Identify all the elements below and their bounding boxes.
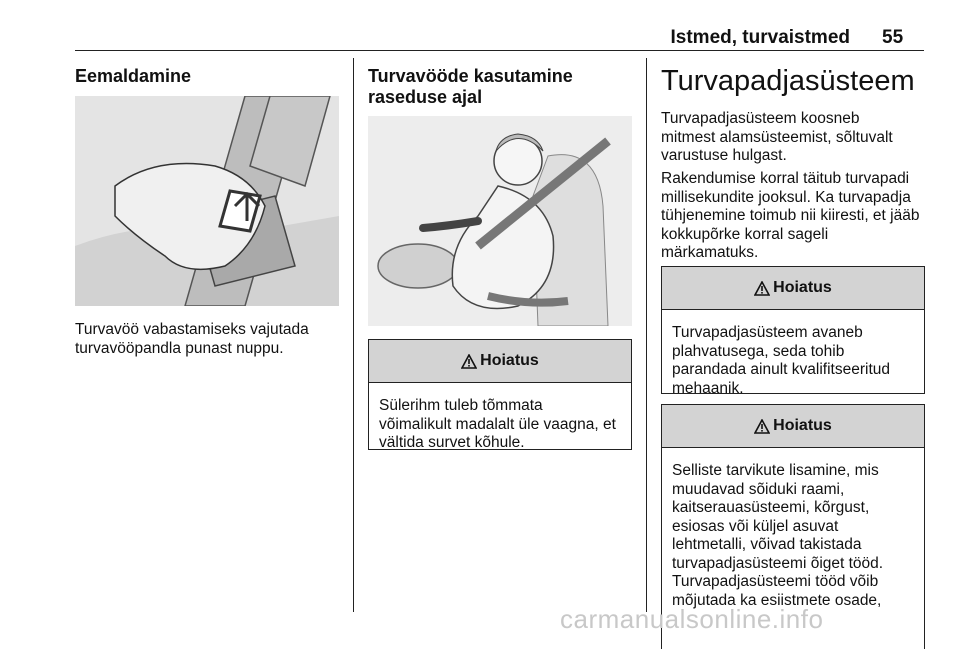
warning-text	[662, 310, 924, 398]
running-header-title: Istmed, turvaistmed	[670, 27, 850, 48]
warning-line: plahvatusega, seda tohib	[672, 342, 845, 360]
pregnant-driver-seatbelt-illustration	[368, 116, 632, 326]
warning-line: mehaanik.	[672, 379, 744, 397]
warning-box-pregnancy	[368, 339, 632, 450]
seatbelt-release-drawing	[75, 96, 339, 306]
caption-removal	[75, 321, 309, 358]
heading-line: Turvavööde kasutamine	[368, 66, 573, 86]
section-heading-airbag: Turvapadjasüsteem	[661, 65, 915, 97]
warning-triangle-icon	[754, 419, 770, 434]
paragraph-line: Rakendumise korral täitub turvapadi	[661, 170, 910, 187]
warning-line: esiosas või küljel asuvat	[672, 517, 839, 535]
airbag-paragraph-2	[661, 170, 919, 263]
warning-line: turvapadjasüsteemi õiget tööd.	[672, 554, 884, 572]
warning-header	[662, 267, 924, 310]
paragraph-line: tühjenemine toimub nii kiiresti, et jääb	[661, 207, 920, 224]
warning-line: mõjutada ka esiistmete osade,	[672, 591, 882, 609]
page-number: 55	[882, 27, 904, 48]
caption-line: turvavööpandla punast nuppu.	[75, 339, 284, 357]
seatbelt-release-illustration	[75, 96, 339, 306]
column-divider-1	[353, 58, 354, 612]
paragraph-line: millisekundite jooksul. Ka turvapadja	[661, 188, 911, 206]
warning-line: Selliste tarvikute lisamine, mis	[672, 462, 879, 479]
warning-title: Hoiatus	[480, 352, 539, 369]
warning-triangle-icon	[461, 354, 477, 369]
warning-line: parandada ainult kvalifitseeritud	[672, 361, 890, 378]
warning-line: Turvapadjasüsteem avaneb	[672, 324, 863, 341]
paragraph-line: mitmest alamsüsteemist, sõltuvalt	[661, 128, 893, 146]
warning-text	[369, 383, 631, 453]
watermark: carmanualsonline.info	[560, 604, 824, 634]
warning-line: Turvapadjasüsteemi tööd võib	[672, 573, 879, 590]
pregnant-driver-drawing	[368, 116, 632, 326]
caption-line: Turvavöö vabastamiseks vajutada	[75, 321, 309, 338]
section-heading-removal: Eemaldamine	[75, 66, 192, 86]
warning-line: vältida survet kõhule.	[379, 434, 525, 451]
warning-header	[369, 340, 631, 383]
column-divider-2	[646, 58, 647, 612]
header-divider	[75, 50, 924, 51]
warning-triangle-icon	[754, 281, 770, 296]
warning-line: Sülerihm tuleb tõmmata	[379, 397, 543, 414]
warning-title: Hoiatus	[773, 279, 832, 296]
warning-line: muudavad sõiduki raami,	[672, 480, 845, 498]
warning-line: kaitserauasüsteemi, kõrgust,	[672, 499, 870, 516]
warning-box-airbag-repair	[661, 266, 925, 397]
airbag-paragraph-1	[661, 110, 893, 166]
paragraph-line: märkamatuks.	[661, 244, 759, 261]
warning-line: võimalikult madalalt üle vaagna, et	[379, 415, 616, 433]
warning-line: lehtmetalli, võivad takistada	[672, 536, 862, 553]
warning-title: Hoiatus	[773, 417, 832, 434]
heading-line: raseduse ajal	[368, 87, 483, 107]
section-heading-pregnancy	[368, 66, 573, 108]
paragraph-line: kokkupõrke korral sageli	[661, 225, 829, 243]
warning-header	[662, 405, 924, 448]
warning-text	[662, 448, 924, 610]
paragraph-line: varustuse hulgast.	[661, 147, 787, 164]
paragraph-line: Turvapadjasüsteem koosneb	[661, 110, 860, 127]
